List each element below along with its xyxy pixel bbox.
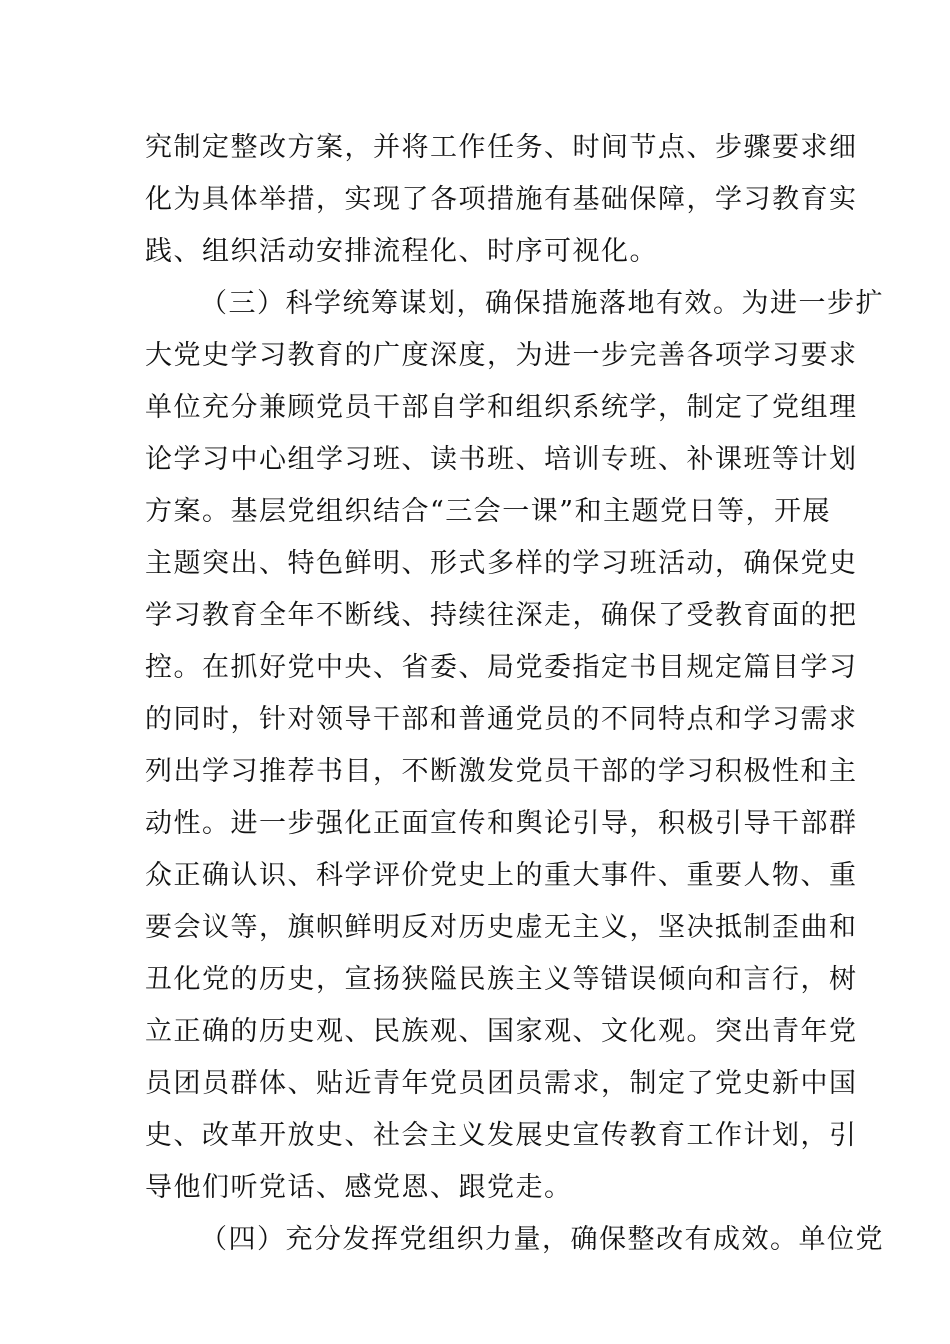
text-line: 化为具体举措，实现了各项措施有基础保障，学习教育实	[145, 184, 858, 215]
body-text	[145, 122, 884, 1266]
text-line: 践、组织活动安排流程化、时序可视化。	[145, 236, 658, 267]
text-line: 主题突出、特色鲜明、形式多样的学习班活动，确保党史	[145, 548, 858, 579]
text-line: 员团员群体、贴近青年党员团员需求，制定了党史新中国	[145, 1068, 858, 1099]
text-line: 控。在抓好党中央、省委、局党委指定书目规定篇目学习	[145, 652, 858, 683]
text-line: 学习教育全年不断线、持续往深走，确保了受教育面的把	[145, 600, 858, 631]
text-line: 导他们听党话、感党恩、跟党走。	[145, 1172, 573, 1203]
text-line: 丑化党的历史，宣扬狭隘民族主义等错误倾向和言行，树	[145, 964, 858, 995]
text-line: 立正确的历史观、民族观、国家观、文化观。突出青年党	[145, 1016, 858, 1047]
text-line: 的同时，针对领导干部和普通党员的不同特点和学习需求	[145, 704, 858, 735]
text-line: 史、改革开放史、社会主义发展史宣传教育工作计划，引	[145, 1120, 858, 1151]
text-line: 动性。进一步强化正面宣传和舆论引导，积极引导干部群	[145, 808, 858, 839]
section-heading-line: （四）充分发挥党组织力量，确保整改有成效。单位党	[200, 1224, 884, 1255]
text-line: 大党史学习教育的广度深度，为进一步完善各项学习要求	[145, 340, 858, 371]
text-line: 众正确认识、科学评价党史上的重大事件、重要人物、重	[145, 860, 858, 891]
text-line: 单位充分兼顾党员干部自学和组织系统学，制定了党组理	[145, 392, 858, 423]
text-line: 论学习中心组学习班、读书班、培训专班、补课班等计划	[145, 444, 858, 475]
section-heading-line: （三）科学统筹谋划，确保措施落地有效。为进一步扩	[200, 288, 884, 319]
text-line: 列出学习推荐书目，不断激发党员干部的学习积极性和主	[145, 756, 858, 787]
text-line: 方案。基层党组织结合“三会一课”和主题党日等，开展	[145, 496, 832, 527]
text-line: 究制定整改方案，并将工作任务、时间节点、步骤要求细	[145, 132, 858, 163]
text-line: 要会议等，旗帜鲜明反对历史虚无主义，坚决抵制歪曲和	[145, 912, 858, 943]
